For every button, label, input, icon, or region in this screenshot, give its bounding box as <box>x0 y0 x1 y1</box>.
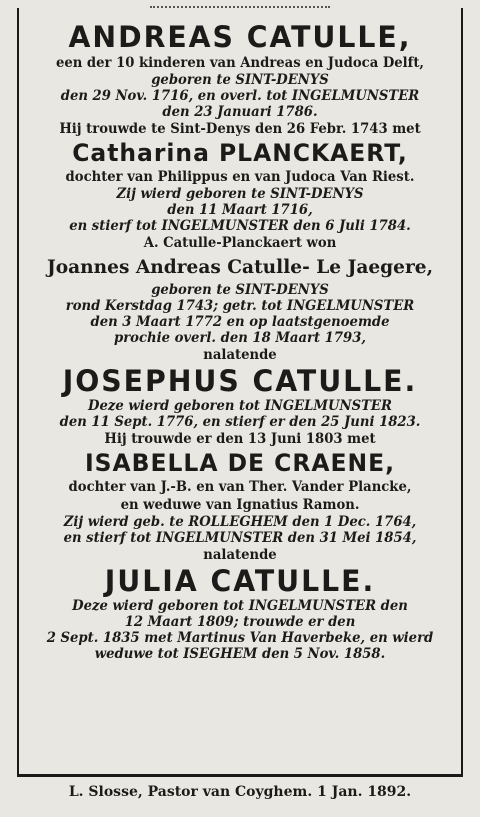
text-line: Hij trouwde er den 13 Juni 1803 met <box>104 431 376 447</box>
text-line: en weduwe van Ignatius Ramon. <box>120 497 360 513</box>
italic-line: Deze wierd geboren tot INGELMUNSTER den <box>72 598 408 614</box>
text-line: dochter van J.-B. en van Ther. Vander Plancke, <box>68 479 412 495</box>
text-line: Hij trouwde te Sint-Denys den 26 Febr. 1743 met <box>59 121 421 137</box>
italic-line: Zij wierd geboren te SINT-DENYS <box>116 186 364 202</box>
italic-line: den 3 Maart 1772 en op laatstgenoemde <box>90 314 390 330</box>
text-line: een der 10 kinderen van Andreas en Judoca Delft, <box>55 55 425 71</box>
italic-line: den 29 Nov. 1716, en overl. tot INGELMUNSTER <box>60 88 420 104</box>
italic-line: geboren te SINT-DENYS <box>151 282 329 298</box>
name-heading: JOSEPHUS CATULLE. <box>62 364 418 398</box>
italic-line: rond Kerstdag 1743; getr. tot INGELMUNSTER <box>65 298 415 314</box>
italic-line: geboren te SINT-DENYS <box>151 72 329 88</box>
text-line: nalatende <box>203 547 277 563</box>
italic-line: en stierf tot INGELMUNSTER den 6 Juli 1784. <box>69 218 411 234</box>
italic-line: prochie overl. den 18 Maart 1793, <box>114 330 366 346</box>
name-heading: Catharina PLANCKAERT, <box>72 139 408 167</box>
italic-line: weduwe tot ISEGHEM den 5 Nov. 1858. <box>94 646 386 662</box>
italic-line: 2 Sept. 1835 met Martinus Van Haverbeke, en wierd <box>46 630 434 646</box>
text-line: nalatende <box>203 347 277 363</box>
italic-line: den 11 Sept. 1776, en stierf er den 25 Juni 1823. <box>59 414 421 430</box>
text-line: A. Catulle-Planckaert won <box>143 235 337 251</box>
name-heading: Joannes Andreas Catulle- Le Jaegere, <box>46 256 434 278</box>
name-heading: ANDREAS CATULLE, <box>68 20 412 54</box>
italic-line: den 11 Maart 1716, <box>167 202 313 218</box>
italic-line: en stierf tot INGELMUNSTER den 31 Mei 1854, <box>63 530 417 546</box>
italic-line: Zij wierd geb. te ROLLEGHEM den 1 Dec. 1764, <box>63 514 417 530</box>
cut-off-heading <box>150 0 330 8</box>
text-line: dochter van Philippus en van Judoca Van Riest. <box>65 169 415 185</box>
footer-signature: L. Slosse, Pastor van Coyghem. 1 Jan. 1892. <box>68 784 412 800</box>
italic-line: Deze wierd geboren tot INGELMUNSTER <box>88 398 392 414</box>
name-heading: ISABELLA DE CRAENE, <box>84 449 396 477</box>
italic-line: 12 Maart 1809; trouwde er den <box>124 614 356 630</box>
italic-line: den 23 Januari 1786. <box>162 104 318 120</box>
name-heading: JULIA CATULLE. <box>104 564 376 598</box>
genealogy-text-block <box>20 20 460 662</box>
